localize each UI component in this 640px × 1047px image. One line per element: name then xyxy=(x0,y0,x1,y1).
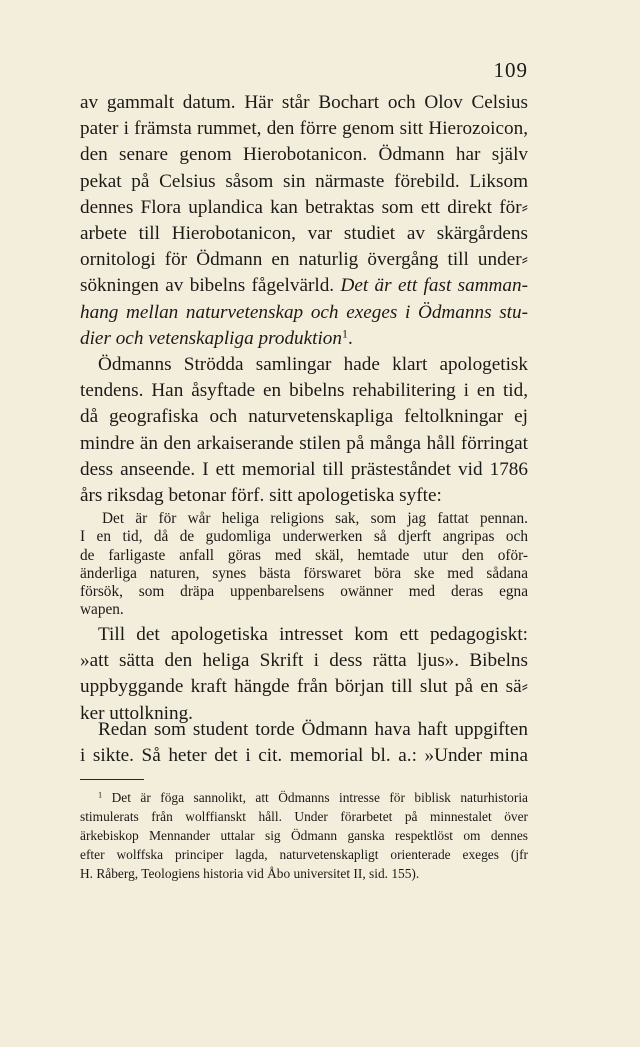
block-quote xyxy=(80,510,528,620)
text-line: års riksdag betonar förf. sitt apologetiska syfte: xyxy=(80,484,442,506)
text-line: ornitologi för Ödmann en naturlig övergång till under⸗ xyxy=(80,249,528,271)
footnote-marker: 1 xyxy=(98,790,103,800)
text-line: ker uttolkning. xyxy=(80,702,193,724)
quote-line: de farligaste anfall göras med skäl, hemtade utur den oför- xyxy=(80,546,528,564)
footnote-text: Det är föga sannolikt, att Ödmanns intresse för biblisk naturhistoria xyxy=(111,790,528,805)
italic-emphasis: Det är ett fast samman- xyxy=(340,275,528,297)
quote-line: änderliga naturen, synes bästa förswaret böra ske med sådana xyxy=(80,564,528,582)
text-line: arbete till Hierobotanicon, var studiet av skärgårdens xyxy=(80,222,528,244)
text-line: dess anseende. I ett memorial till prästeståndet vid 1786 xyxy=(80,458,528,480)
quote-line: I en tid, då de gudomliga underwerken så djerft angripas och xyxy=(80,528,528,546)
paragraph-3 xyxy=(80,622,528,727)
text-line: den senare genom Hierobotanicon. Ödmann har själv xyxy=(80,144,528,166)
text-line: pekat på Celsius såsom sin närmaste förebild. Liksom xyxy=(80,170,528,192)
quote-line: försök, som dräpa uppenbarelsens owänner med deras egna xyxy=(80,583,528,601)
page-number: 109 xyxy=(493,58,528,82)
footnote xyxy=(80,788,528,883)
footnote-line: efter wolffska principer lagda, naturvetenskapligt orienterade exeges (jfr xyxy=(80,847,528,863)
quote-line: Det är för wår heliga religions sak, som jag fattat pennan. xyxy=(102,510,528,527)
footnote-line: ärkebiskop Mennander uttalar sig Ödmann ganska respektlöst om dennes xyxy=(80,828,528,844)
paragraph-4 xyxy=(80,717,528,769)
text-line: pater i främsta rummet, den förre genom sitt Hierozoicon, xyxy=(80,118,528,140)
footnote-line: H. Råberg, Teologiens historia vid Åbo universitet II, sid. 155). xyxy=(80,866,420,882)
text-line: mindre än den arkaiserande stilen på många håll förringat xyxy=(80,432,528,454)
text-line: tendens. Han åsyftade en bibelns rehabilitering i en tid, xyxy=(80,380,528,402)
punctuation: . xyxy=(347,327,353,349)
text-line: »att sätta den heliga Skrift i dess rätta ljus». Bibelns xyxy=(80,650,528,672)
text-line: av gammalt datum. Här står Bochart och Olov Celsius xyxy=(80,92,528,113)
paragraph-1 xyxy=(80,90,528,352)
text-segment: sökningen av bibelns fågelvärld. xyxy=(80,275,335,297)
text-line: då geografiska och naturvetenskapliga feltolkningar ej xyxy=(80,406,528,428)
text-line-italic: hang mellan naturvetenskap och exeges i Ödmanns stu- xyxy=(80,301,528,323)
text-line: i sikte. Så heter det i cit. memorial bl. a.: »Under mina xyxy=(80,745,528,767)
text-line: Redan som student torde Ödmann hava haft uppgiften xyxy=(98,719,528,740)
text-line xyxy=(80,273,528,299)
footnote-reference: 1 xyxy=(342,326,348,341)
paragraph-2 xyxy=(80,352,528,509)
text-line: Ödmanns Strödda samlingar hade klart apologetisk xyxy=(98,354,528,375)
footnote-line xyxy=(80,788,528,807)
footnote-divider xyxy=(80,779,144,780)
quote-line: wapen. xyxy=(80,601,124,619)
text-line: uppbyggande kraft hängde från början till slut på en sä⸗ xyxy=(80,676,528,698)
text-line: Till det apologetiska intresset kom ett pedagogiskt: xyxy=(98,624,528,645)
italic-emphasis: dier och vetenskapliga produktion xyxy=(80,327,342,349)
text-line xyxy=(80,326,528,352)
text-line: dennes Flora uplandica kan betraktas som ett direkt för⸗ xyxy=(80,196,528,218)
footnote-line: stimulerats från wolffianskt håll. Under förarbetet på minnestalet över xyxy=(80,809,528,825)
